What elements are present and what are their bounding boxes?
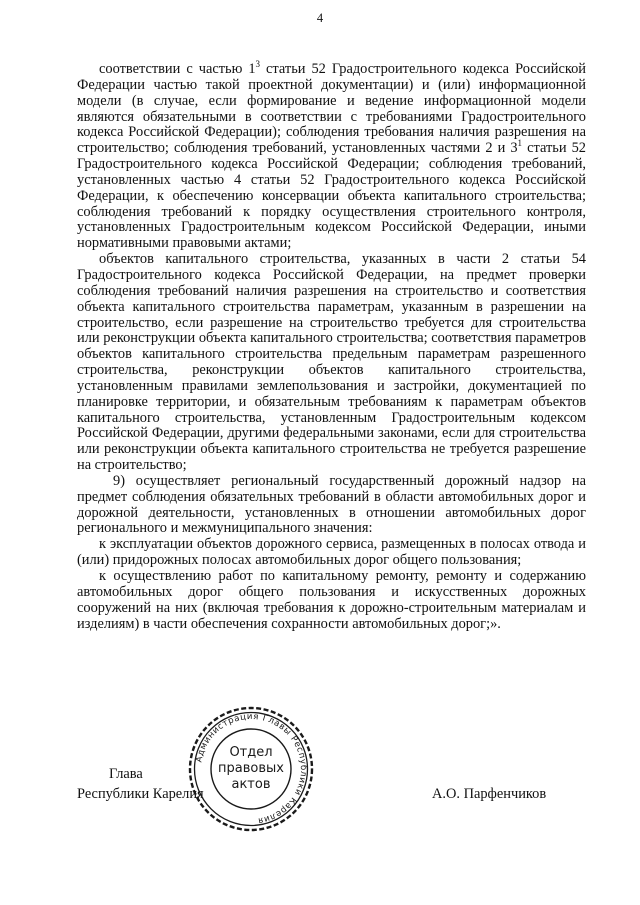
paragraph-text: соответствии с частью 1 [99, 61, 256, 77]
document-body [77, 59, 586, 632]
stamp-center-line: актов [231, 777, 271, 792]
paragraph [77, 252, 586, 474]
paragraph [77, 59, 586, 252]
paragraph-text: к осуществлению работ по капитальному ремонту, ремонту и содержанию автомобильных дорог общего пользования и искусственных дорожных сооружений на них (включая требования к дорожно-строительным материалам и изделиям) в части обеспечения сохранности автомобильных дорог;». [77, 568, 586, 632]
page-number: 4 [316, 11, 324, 25]
paragraph-text: статьи 52 Градостроительного кодекса Российской Федерации; соблюдения требований, установленных частью 4 статьи 52 Градостроительного кодекса Российской Федерации, к обеспечению консервации объекта капитального строительства; соблюдения требований к порядку осуществления строительного контроля, установленных Градостроительным кодексом Российской Федерации, иными нормативными правовыми актами; [77, 140, 586, 252]
stamp-center-line: правовых [218, 761, 284, 776]
paragraph [77, 569, 586, 632]
paragraph [77, 537, 586, 569]
signatory-name: А.О. Парфенчиков [432, 786, 547, 802]
paragraph-text: объектов капитального строительства, указанных в части 2 статьи 54 Градостроительного кодекса Российской Федерации, на предмет проверки соблюдения требований наличия разрешения на строительство и соответствия объекта капитального строительства параметрам, указанным в разрешении на строительство, если разрешение на строительство требуется для строительства или реконструкции объекта капитального строительства; соответствия параметров объектов капитального строительства предельным параметрам разрешенного строительства, реконструкции объектов капитального строительства, установленным правилами землепользования и застройки, документацией по планировке территории, и обязательным требованиям к параметрам объектов капитального строительства, установленным Градостроительным кодексом Российской Федерации, другими федеральными законами, если для строительства или реконструкции объекта капитального строительства не требуется разрешение на строительство; [77, 251, 586, 474]
official-stamp [186, 704, 316, 834]
paragraph-text: статьи 52 Градостроительного кодекса Российской Федерации частью такой проектной документации) и (или) информационной модели (в случае, если формирование и ведение информационной модели являются обязательными в соответствии с требованиями Градостроительного кодекса Российской Федерации); соблюдения требования наличия разрешения на строительство; соблюдения требований, установленных частями 2 и 3 [77, 61, 586, 157]
superscript-reference: 1 [517, 138, 523, 149]
paragraph-text: 9) осуществляет региональный государственный дорожный надзор на предмет соблюдения обязательных требований в области автомобильных дорог и дорожной деятельности, установленных в отношении автомобильных дорог регионального и межмуниципального значения: [77, 472, 586, 537]
stamp-center-line: Отдел [229, 745, 273, 760]
superscript-reference: 3 [255, 59, 261, 69]
stamp-ring-text: Администрация Главы Республики Карелия [194, 711, 309, 826]
signatory-title: Глава [109, 766, 143, 782]
signatory-organization: Республики Карелия [77, 786, 204, 802]
paragraph-text: к эксплуатации объектов дорожного сервиса, размещенных в полосах отвода и (или) придорожных полосах автомобильных дорог общего пользования; [77, 536, 586, 569]
stamp-seal-graphic [186, 704, 316, 834]
paragraph [77, 474, 586, 537]
